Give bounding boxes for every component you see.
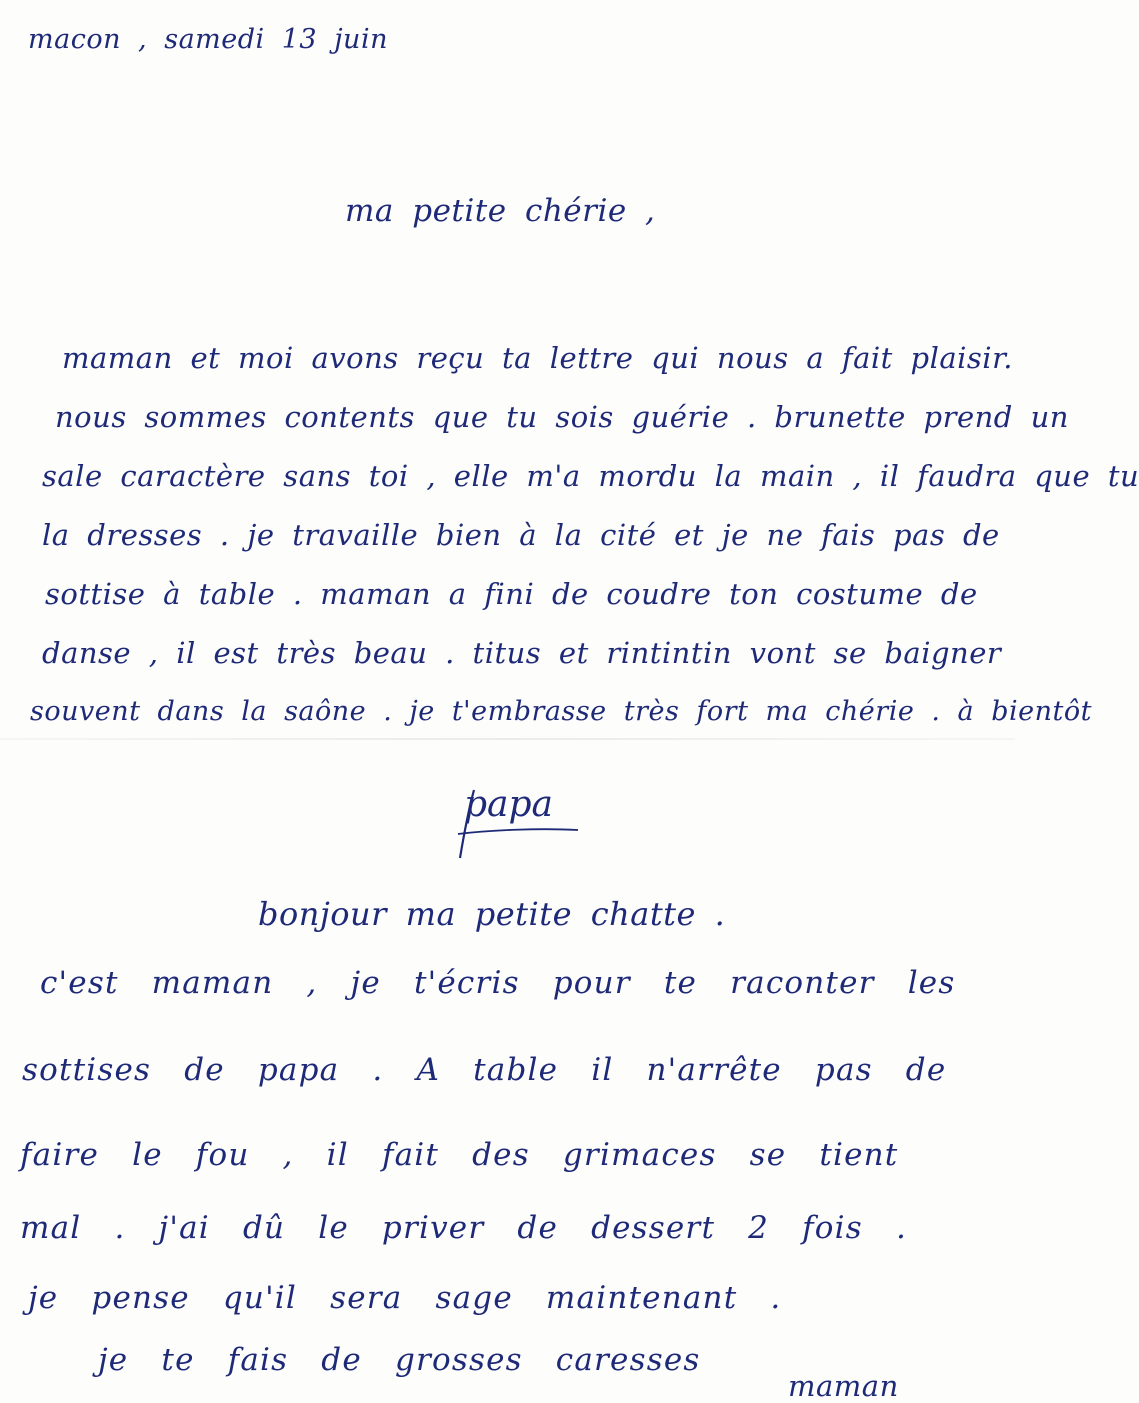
maman-line-2: sottises de papa . A table il n'arrête pas de — [22, 1052, 947, 1088]
papa-line-1: maman et moi avons reçu ta lettre qui nous a fait plaisir. — [62, 341, 1013, 375]
papa-line-7: souvent dans la saône . je t'embrasse très fort ma chérie . à bientôt — [30, 696, 1092, 727]
place-date: macon , samedi 13 juin — [28, 24, 388, 55]
maman-line-3: faire le fou , il fait des grimaces se tient — [20, 1137, 899, 1173]
papa-signature — [450, 772, 590, 862]
greeting: ma petite chérie , — [345, 193, 656, 229]
papa-line-3: sale caractère sans toi , elle m'a mordu la main , il faudra que tu — [42, 459, 1139, 493]
papa-line-6: danse , il est très beau . titus et rintintin vont se baigner — [42, 636, 1002, 670]
maman-line-6: je te fais de grosses caresses — [98, 1342, 701, 1378]
papa-line-2: nous sommes contents que tu sois guérie . brunette prend un — [55, 400, 1069, 434]
maman-line-4: mal . j'ai dû le priver de dessert 2 fois . — [20, 1210, 907, 1246]
papa-line-4: la dresses . je travaille bien à la cité et je ne fais pas de — [42, 518, 1000, 552]
maman-greeting: bonjour ma petite chatte . — [258, 895, 726, 933]
papa-signature-text: papa — [464, 784, 554, 825]
maman-signature: maman — [788, 1369, 899, 1403]
maman-line-1: c'est maman , je t'écris pour te raconter les — [40, 965, 956, 1001]
maman-line-5: je pense qu'il sera sage maintenant . — [28, 1280, 782, 1316]
paper-fold — [0, 738, 1015, 740]
papa-line-5: sottise à table . maman a fini de coudre ton costume de — [45, 577, 978, 611]
